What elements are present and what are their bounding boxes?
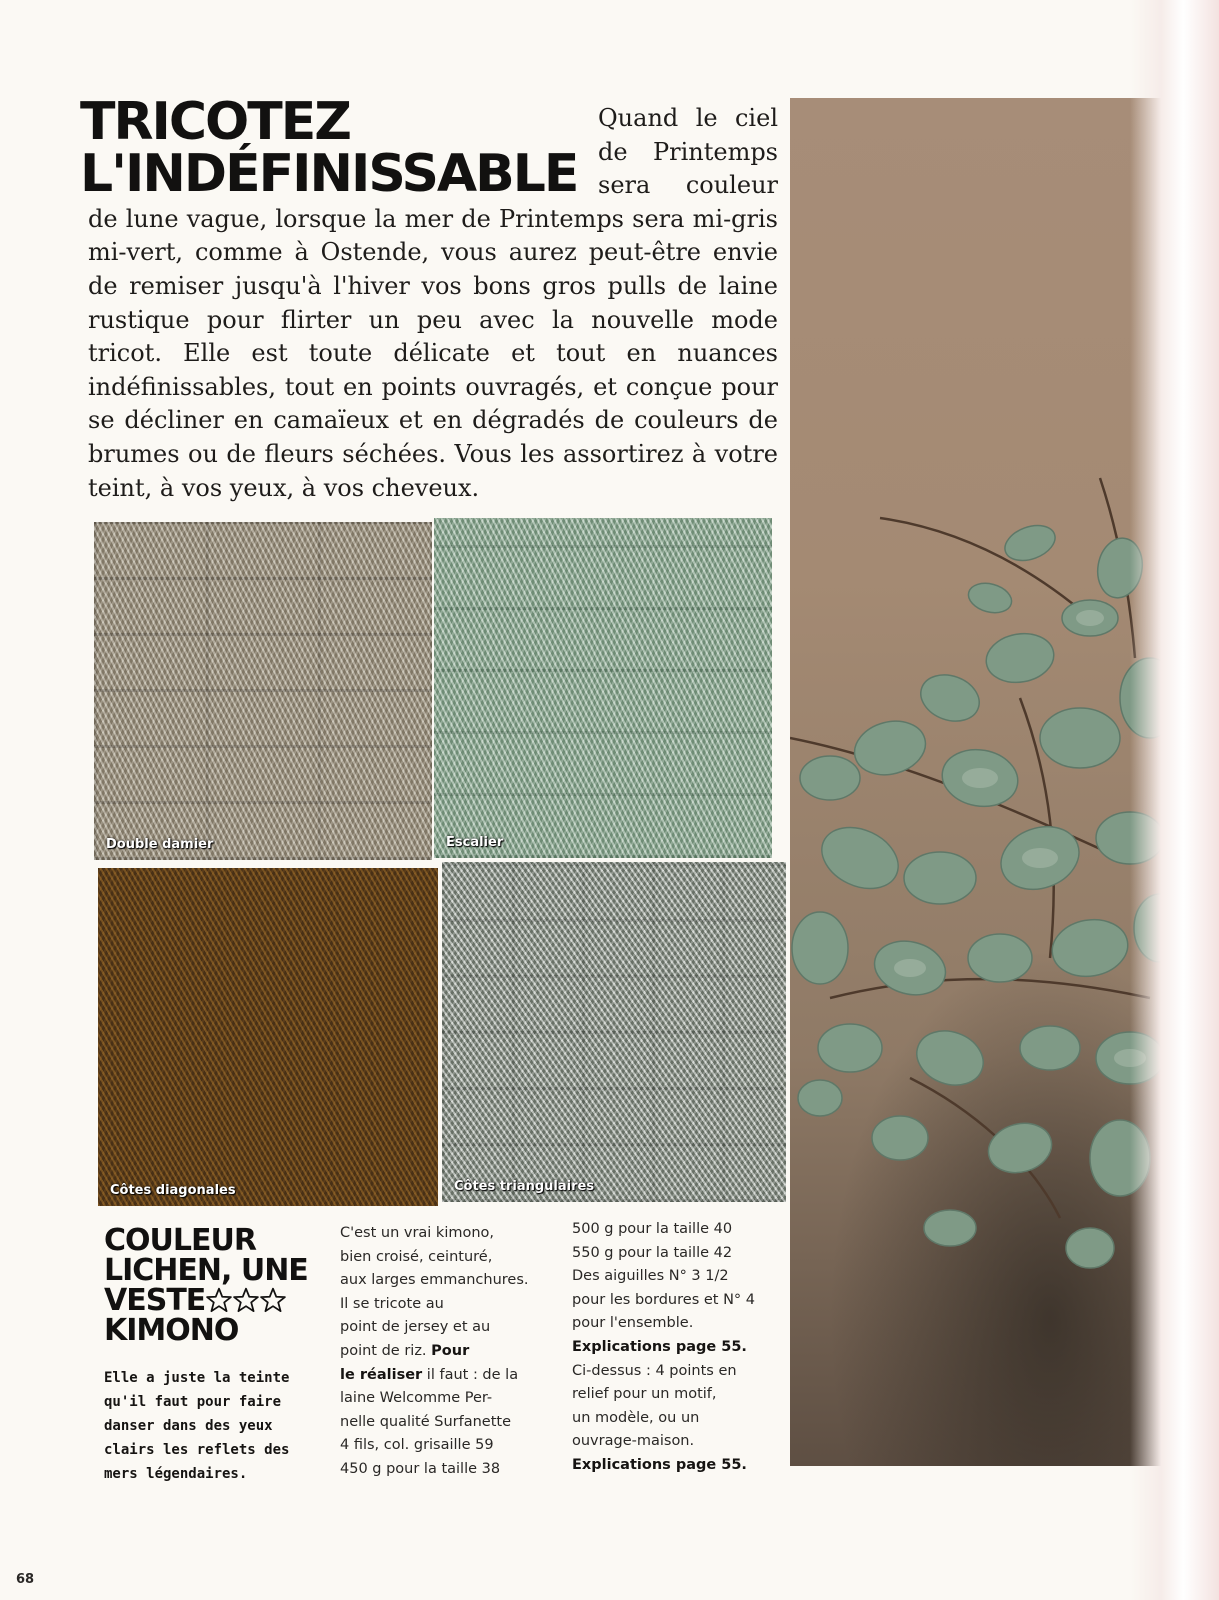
text-line: nelle qualité Surfanette <box>340 1413 511 1430</box>
lead-text: Elle a juste la teinte qu'il faut pour faire danser dans des yeux clairs les reflets des mers légendaires. <box>104 1370 290 1482</box>
heading-line-4: KIMONO <box>104 1313 239 1348</box>
text-line: C'est un vrai kimono, <box>340 1225 495 1241</box>
instructions-column-1 <box>340 1222 570 1482</box>
text-line: laine Welcomme Per- <box>340 1390 493 1407</box>
text-fragment: point de riz. <box>340 1342 427 1359</box>
text-line: ouvrage-maison. <box>572 1433 695 1450</box>
swatch-cotes-triangulaires <box>442 862 786 1202</box>
intro-paragraph <box>88 102 778 505</box>
swatch-label: Côtes triangulaires <box>454 1179 595 1194</box>
swatch-label: Double damier <box>106 837 214 852</box>
swatch-cotes-diagonales <box>98 868 438 1206</box>
title-line-1: TRICOTEZ <box>80 92 350 152</box>
swatch-label: Escalier <box>446 835 504 850</box>
text-line: point de jersey et au <box>340 1319 491 1336</box>
text-line: aux larges emmanchures. <box>340 1272 529 1289</box>
text-line: 4 fils, col. grisaille 59 <box>340 1437 494 1454</box>
text-line: Il se tricote au <box>340 1295 444 1312</box>
text-line: pour les bordures et N° 4 <box>572 1291 755 1308</box>
section-heading <box>104 1223 308 1348</box>
heading-line-1: COULEUR <box>104 1223 256 1258</box>
star-icon <box>206 1287 232 1313</box>
heading-line-2: LICHEN, UNE <box>104 1253 308 1288</box>
explanation-ref: Explications page 55. <box>572 1456 747 1473</box>
star-icon <box>233 1287 259 1313</box>
text-line <box>340 1364 570 1388</box>
bold-fragment: le réaliser <box>340 1366 423 1383</box>
text-line: un modèle, ou un <box>572 1409 700 1426</box>
text-line <box>340 1340 570 1364</box>
heading-word-veste: VESTE <box>104 1283 206 1318</box>
text-line: 550 g pour la taille 42 <box>572 1244 733 1261</box>
page-number: 68 <box>16 1572 35 1587</box>
swatch-escalier <box>434 518 772 858</box>
explanation-ref: Explications page 55. <box>572 1338 747 1355</box>
bold-fragment: Pour <box>431 1342 470 1359</box>
swatch-label: Côtes diagonales <box>110 1183 236 1198</box>
heading-line-3 <box>104 1283 308 1318</box>
adjacent-page-edge <box>1130 0 1219 1600</box>
text-line: bien croisé, ceinturé, <box>340 1248 493 1265</box>
star-icon <box>260 1287 286 1313</box>
swatch-double-damier <box>94 522 432 860</box>
text-line: relief pour un motif, <box>572 1386 717 1403</box>
text-line: pour l'ensemble. <box>572 1315 694 1332</box>
text-line: Ci-dessus : 4 points en <box>572 1362 737 1379</box>
instructions-column-2 <box>572 1218 788 1478</box>
text-line: 450 g pour la taille 38 <box>340 1460 501 1477</box>
text-line: Des aiguilles N° 3 1/2 <box>572 1268 729 1285</box>
intro-text: Quand le ciel de Printemps sera couleur de lune vague, lorsque la mer de Printemps sera mi-gris mi-vert, comme à Ostende, vous aurez peut-être envie de remiser jusqu'à l'hiver vos bons gros pulls de laine rustique pour flirter un peu avec la nouvelle mode tricot. Elle est toute délicate et tout en nuances indéfinissables, tout en points ouvragés, et conçue pour se décliner en camaïeux et en dégradés de couleurs de brumes ou de fleurs séchées. Vous les assortirez à votre teint, à vos yeux, à vos cheveux. <box>88 104 778 502</box>
text-fragment: il faut : de la <box>426 1366 519 1383</box>
title-line-2: L'INDÉFINISSABLE <box>80 144 578 204</box>
text-line: 500 g pour la taille 40 <box>572 1221 733 1237</box>
